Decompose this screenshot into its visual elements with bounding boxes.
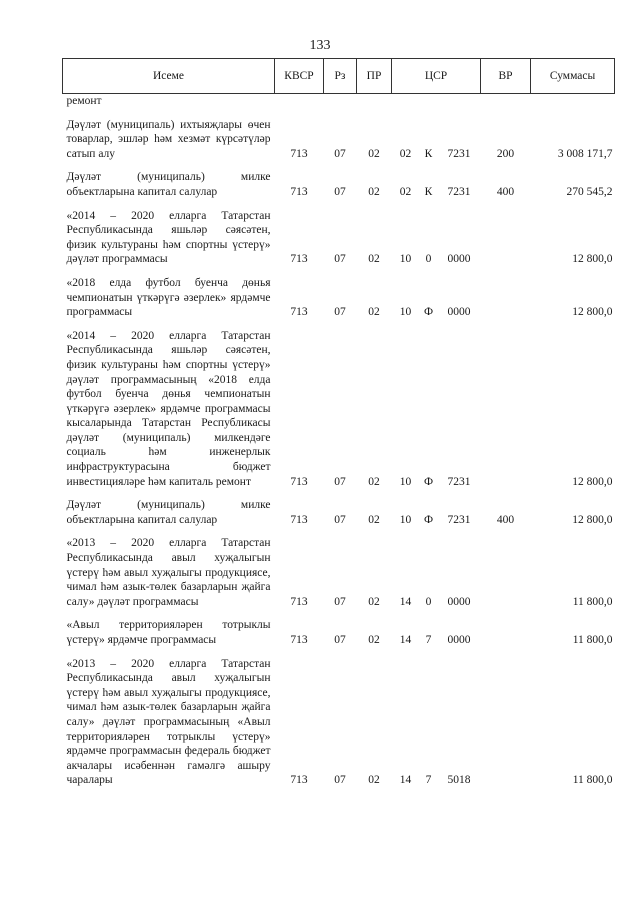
cell-csr-direction: 7231 [447, 185, 471, 198]
cell-csr-program: 10 [399, 253, 412, 266]
cell-sum: 12 800,0 [572, 306, 613, 319]
cell-kvsr: 713 [290, 634, 308, 646]
cell-csr-subprogram: 0 [425, 253, 432, 266]
cell-name: Дәүләт (муниципаль) милке объектларына капитал салулар [66, 171, 271, 198]
header-pr: ПР [357, 59, 392, 94]
cell-rz [324, 94, 357, 109]
cell-kvsr: 713 [290, 595, 308, 608]
cell-rz: 07 [334, 774, 346, 787]
cell-csr-program: 10 [399, 475, 412, 488]
cell-vr [481, 267, 531, 320]
cell-vr [481, 527, 531, 609]
cell-csr-subprogram: 7 [425, 634, 432, 646]
header-kvsr: КВСР [275, 59, 324, 94]
cell-csr-direction: 7231 [447, 513, 471, 526]
cell-rz: 07 [334, 475, 346, 488]
cell-pr: 02 [368, 185, 380, 198]
cell-csr-subprogram: Ф [423, 513, 434, 526]
cell-csr-program: 10 [399, 513, 412, 526]
cell-csr-program: 10 [399, 306, 412, 319]
cell-sum: 11 800,0 [572, 595, 613, 608]
table-row [63, 109, 615, 162]
cell-sum: 270 545,2 [566, 185, 613, 198]
cell-pr: 02 [368, 513, 380, 526]
cell-pr: 02 [368, 253, 380, 266]
cell-kvsr: 713 [290, 185, 308, 198]
table-row [63, 200, 615, 267]
cell-csr-direction: 7231 [447, 147, 471, 160]
cell-csr-subprogram [420, 94, 438, 109]
cell-kvsr: 713 [290, 253, 308, 266]
cell-name: «2018 елда футбол буенча дөнья чемпионатын үткәрүгә әзерлек» ярдәмче программасы [66, 276, 271, 319]
cell-csr-program: 02 [399, 185, 412, 198]
table-row [63, 609, 615, 647]
header-vr: ВР [481, 59, 531, 94]
cell-sum: 12 800,0 [572, 513, 613, 526]
cell-rz: 07 [334, 185, 346, 198]
table-header [63, 59, 615, 94]
cell-kvsr: 713 [290, 774, 308, 787]
table-row [63, 320, 615, 490]
cell-pr: 02 [368, 634, 380, 646]
cell-csr-direction: 0000 [447, 306, 471, 319]
cell-kvsr: 713 [290, 147, 308, 160]
cell-csr-direction: 0000 [447, 595, 471, 608]
cell-sum: 3 008 171,7 [557, 147, 613, 160]
cell-csr-program: 02 [399, 147, 412, 160]
header-rz: Рз [324, 59, 357, 94]
cell-vr [481, 200, 531, 267]
cell-vr: 400 [496, 513, 515, 526]
table-body [63, 94, 615, 788]
page-number: 133 [309, 38, 331, 53]
cell-sum: 12 800,0 [572, 475, 613, 488]
cell-rz: 07 [334, 147, 346, 160]
cell-csr-subprogram: Ф [423, 475, 434, 488]
cell-sum: 11 800,0 [572, 634, 613, 646]
cell-kvsr: 713 [290, 475, 308, 488]
cell-csr-direction: 7231 [447, 475, 471, 488]
cell-rz: 07 [334, 634, 346, 646]
table-row [63, 267, 615, 320]
cell-csr-program: 14 [399, 595, 412, 608]
cell-csr-program: 14 [399, 774, 412, 787]
table-row [63, 94, 615, 109]
cell-sum: 11 800,0 [572, 774, 613, 787]
cell-vr [481, 94, 531, 109]
cell-name: «Авыл территорияләрен тотрыклы үстерү» ярдәмче программасы [66, 619, 271, 646]
cell-name: «2013 – 2020 елларга Татарстан Республикасында авыл хуҗалыгын үстерү һәм авыл хуҗалыгы продукциясе, чимал һәм азык-төлек базарларын җайга салу» дәүләт программасының «Авыл территорияләрен тотрыклы үстерү» ярдәмче программасын федераль бюджет акчалары исәбеннән гамәлгә ашыру чаралары [66, 657, 271, 787]
cell-csr-subprogram: К [424, 147, 433, 160]
cell-name: ремонт [66, 95, 102, 107]
cell-csr-direction: 5018 [447, 774, 471, 787]
cell-rz: 07 [334, 306, 346, 319]
cell-kvsr: 713 [290, 513, 308, 526]
table-row [63, 161, 615, 199]
cell-name: «2013 – 2020 елларга Татарстан Республикасында авыл хуҗалыгын үстерү һәм авыл хуҗалыгы продукциясе, чимал һәм азык-төлек базарларын җайга салу» дәүләт программасы [66, 537, 271, 608]
cell-csr-direction: 0000 [447, 253, 471, 266]
table-row [63, 648, 615, 788]
cell-csr-program: 14 [399, 634, 412, 646]
cell-pr: 02 [368, 306, 380, 319]
cell-rz: 07 [334, 513, 346, 526]
cell-sum [531, 94, 615, 109]
budget-table [62, 58, 615, 788]
cell-pr: 02 [368, 475, 380, 488]
cell-csr-subprogram: К [424, 185, 433, 198]
cell-kvsr: 713 [290, 306, 308, 319]
table-row [63, 489, 615, 527]
cell-csr-direction [438, 94, 481, 109]
cell-pr [357, 94, 392, 109]
cell-name: «2014 – 2020 елларга Татарстан Республикасында яшьләр сәясәтен, физик культураны һәм спортны үстерү» дәүләт программасы [66, 209, 271, 266]
cell-vr [481, 609, 531, 647]
cell-pr: 02 [368, 774, 380, 787]
cell-csr-subprogram: 7 [425, 774, 432, 787]
cell-name: «2014 – 2020 елларга Татарстан Республикасында яшьләр сәясәтен, физик культураны һәм спортны үстерү» дәүләт программасының «2018 елда футбол буенча дөнья чемпионатын үткәрүгә әзерлек» ярдәмче программасы кысаларында Татарстан Республикасы дәүләт (муниципаль) милкендәге социаль һәм инженерлык инфраструктурасына бюджет инвестицияләре һәм капиталь ремонт [66, 329, 271, 488]
cell-pr: 02 [368, 595, 380, 608]
cell-kvsr [275, 94, 324, 109]
cell-sum: 12 800,0 [572, 253, 613, 266]
cell-rz: 07 [334, 253, 346, 266]
cell-csr-direction: 0000 [447, 634, 471, 646]
cell-vr [481, 648, 531, 788]
cell-rz: 07 [334, 595, 346, 608]
cell-vr [481, 320, 531, 490]
header-name: Исеме [63, 59, 275, 94]
header-csr: ЦСР [392, 59, 481, 94]
cell-name: Дәүләт (муниципаль) милке объектларына капитал салулар [66, 499, 271, 526]
cell-pr: 02 [368, 147, 380, 160]
cell-csr-subprogram: 0 [425, 595, 432, 608]
cell-vr: 200 [496, 147, 515, 160]
cell-csr-subprogram: Ф [423, 306, 434, 319]
cell-csr-program [392, 94, 420, 109]
cell-vr: 400 [496, 185, 515, 198]
header-sum: Суммасы [531, 59, 615, 94]
table-row [63, 527, 615, 609]
cell-name: Дәүләт (муниципаль) ихтыяҗлары өчен товарлар, эшләр һәм хезмәт күрсәтүләр сатып алу [66, 118, 271, 160]
